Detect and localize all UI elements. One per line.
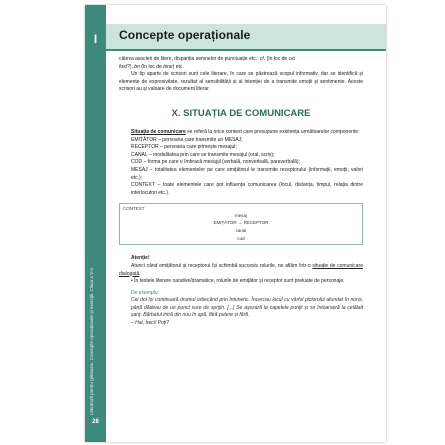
- component-item: [119, 182, 363, 197]
- intro-word: cei: [288, 56, 295, 62]
- page-content: [119, 56, 363, 328]
- component-term: COD: [131, 159, 143, 166]
- component-item: [119, 144, 363, 152]
- intro-text: ?),: [127, 63, 135, 70]
- intro-paragraph: [119, 56, 363, 71]
- intro-abbrev: cf.: [259, 56, 266, 62]
- attention-text: [119, 263, 363, 278]
- intro-word: bine: [163, 63, 173, 70]
- intro-word: fost: [119, 63, 128, 70]
- page-title: Concepte operaționale: [119, 28, 251, 42]
- component-item: [119, 137, 363, 145]
- definition-term: Situația de comunicare: [131, 128, 186, 135]
- components-list: [119, 137, 363, 198]
- component-term: CONTEXT: [131, 182, 155, 189]
- diagram-context-label: CONTEXT: [123, 206, 145, 212]
- component-term: MESAJ: [131, 166, 148, 173]
- example-dialogue: – Hai, treci! Poți?: [131, 320, 170, 327]
- component-item: [119, 152, 363, 160]
- intro-text: câteva asocieri de litere, dispariția semnelor de punctuație etc.:: [119, 56, 260, 62]
- header-divider: [106, 49, 386, 51]
- attention-term: situație de comunicare dialogată: [119, 262, 363, 277]
- section-heading: X. SITUAȚIA DE COMUNICARE: [171, 107, 311, 119]
- component-text: – persoana care primește mesajul;: [158, 144, 237, 151]
- diagram-code-label: cod: [237, 236, 245, 242]
- intro-abbrev: bn: [134, 63, 140, 70]
- chapter-sidebar: [85, 5, 106, 442]
- attention-text-part: .: [139, 270, 141, 277]
- intro-text: (în loc de: [265, 56, 289, 62]
- component-text: – persoana care transmite un MESAJ;: [156, 136, 243, 143]
- component-text: – toate elementele care pot influența comunicarea (locul, distanța, timpul, relația dintre interlocutori etc.).: [131, 182, 363, 196]
- example-label: De exemplu:: [131, 289, 160, 296]
- book-page: [85, 5, 386, 442]
- diagram-channel-label: canal: [235, 228, 247, 234]
- page-number: 28: [92, 419, 99, 425]
- component-text: – forma pe care o îmbracă mesajul (verbală, nonverbală, paraverbală);: [142, 159, 300, 166]
- diagram-flow-label: EMIȚĂTOR → RECEPTOR: [213, 220, 269, 226]
- component-term: CANAL: [131, 151, 148, 158]
- component-item: [119, 159, 363, 167]
- intro-text: ) etc.: [172, 63, 184, 70]
- diagram-message-label: mesaj: [234, 213, 247, 219]
- definition-paragraph: [119, 129, 363, 137]
- component-item: [119, 167, 363, 182]
- intro-text: (în loc de: [139, 63, 164, 70]
- component-text: – modalitatea prin care se transmite mesajul (oral, scris);: [147, 151, 275, 158]
- literary-letters-paragraph: Un tip aparte de scrisori sunt cele literare, în care se păstrează scopul informativ, dar se identifică și elemente de expresivitate, rezultat al sensibilității și al intenției de a transmite emoții și sentimente. Aceste scrisori au și valoare de document literar.: [119, 71, 363, 93]
- attention-bullet: • În textele literare narative/dramatice, rolurile de emițător și receptor sunt preluate de personaje.: [131, 278, 345, 285]
- component-term: EMIȚĂTOR: [131, 136, 157, 143]
- definition-text: se referă la orice context care presupune existența următoarelor componente:: [185, 128, 360, 135]
- component-text: – totalitatea elementelor pe care emițătorul le transmite receptorului (informații, emoții, valori etc.);: [131, 166, 363, 181]
- attention-text-part: Atunci când emițătorul și receptorul își schimbă succesiv rolurile, ne aflăm într-o: [131, 262, 313, 269]
- example-excerpt: Cei doi își continuară drumul orbecând prin întuneric. Încercau locul cu vârful piciorului afundat în noroi, până dădeau de un punct sure de sprijin. [...] Se aşezară la capetele punții și se întoarseră la celălalt șanț. Bărbatul intră din nou în apă, fără putere și fără.: [131, 297, 363, 319]
- chapter-number: I: [93, 32, 98, 46]
- attention-label: Atenție!: [131, 255, 150, 262]
- sidebar-book-title: Literatură pentru gimnaziu. Concepte operaționale și exerciții. Clasa a V-a: [89, 268, 94, 415]
- component-term: RECEPTOR: [131, 144, 159, 151]
- communication-diagram: [119, 203, 363, 245]
